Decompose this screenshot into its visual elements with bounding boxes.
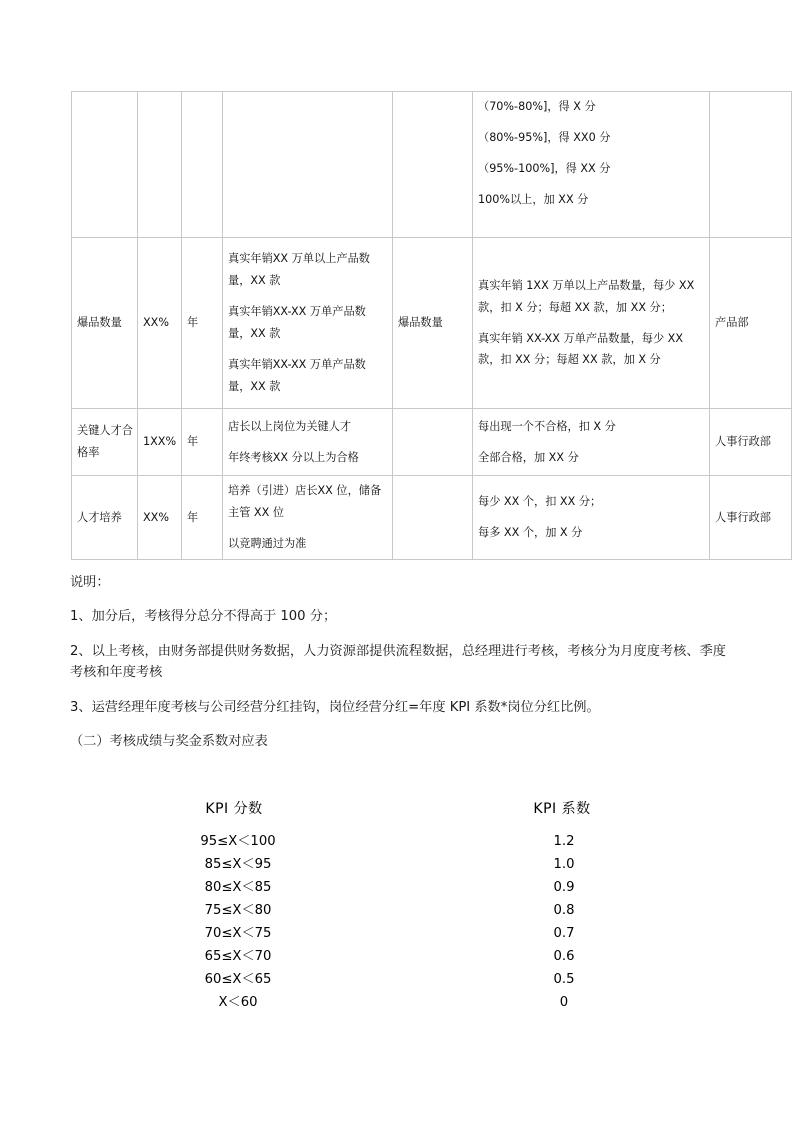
cell-coefficient-value: 0.5 <box>553 971 575 987</box>
cell-source-department: 产品部 <box>710 238 792 409</box>
cell-assessment-item <box>393 92 473 238</box>
cell-coefficient-value: 1.2 <box>553 834 575 849</box>
cell-coefficient-value: 0.8 <box>553 902 575 918</box>
coefficient-table <box>70 798 726 1015</box>
kpi-criteria-table <box>71 91 792 560</box>
scoring-rule-line: 全部合格，加 XX 分 <box>478 450 579 464</box>
coefficient-row <box>70 923 726 946</box>
cell-scoring-rule <box>473 238 710 409</box>
scoring-rule-line: 每多 XX 个，加 X 分 <box>478 526 583 539</box>
scoring-rule-line: （80%-95%]，得 XX0 分 <box>478 130 611 144</box>
definition-line: 以竞聘通过为准 <box>228 536 307 550</box>
scoring-rule-line: 真实年销 XX-XX 万单产品数量，每少 XX 款，扣 XX 分；每超 XX 款，加 X 分 <box>478 331 684 367</box>
cell-coefficient-value: 0.9 <box>553 879 575 895</box>
cell-coefficient-value: 1.0 <box>553 856 575 872</box>
coefficient-row <box>70 831 726 854</box>
cell-assessment-item <box>393 476 473 560</box>
cell-score-range: 65≤X＜70 <box>204 948 272 964</box>
header-kpi-coefficient: KPI 系数 <box>533 801 591 817</box>
coefficient-row <box>70 969 726 992</box>
cell-weight: 1XX% <box>138 409 182 476</box>
cell-coefficient-value: 0.7 <box>553 925 575 941</box>
scoring-rule-line: （95%-100%]，得 XX 分 <box>478 161 611 175</box>
cell-definition <box>223 476 393 560</box>
cell-score-range: 80≤X＜85 <box>204 879 272 895</box>
scoring-rule-line: 每出现一个不合格，扣 X 分 <box>478 419 616 433</box>
table-row <box>72 476 792 560</box>
scoring-rule-line: 真实年销 1XX 万单以上产品数量，每少 XX 款，扣 X 分；每超 XX 款，加 XX 分； <box>478 278 695 314</box>
cell-assessment-item <box>393 409 473 476</box>
section-title-bonus-coefficient: （二）考核成绩与奖金系数对应表 <box>70 733 268 749</box>
table-row <box>72 238 792 409</box>
cell-source-department: 人事行政部 <box>710 476 792 560</box>
scoring-rule-line: 每少 XX 个，扣 XX 分； <box>478 495 602 509</box>
cell-indicator-name: 爆品数量 <box>72 238 138 409</box>
cell-score-range: 60≤X＜65 <box>204 971 272 987</box>
definition-line: 真实年销XX 万单以上产品数量，XX 款 <box>228 252 370 288</box>
definition-line: 真实年销XX-XX 万单产品数量，XX 款 <box>228 357 366 393</box>
cell-scoring-rule <box>473 92 710 238</box>
cell-coefficient-value: 0.6 <box>553 948 575 964</box>
cell-scoring-rule <box>473 476 710 560</box>
cell-indicator-name: 关键人才合格率 <box>72 409 138 476</box>
cell-source-department <box>710 92 792 238</box>
cell-coefficient-value: 0 <box>559 994 569 1010</box>
cell-weight: XX% <box>138 476 182 560</box>
cell-score-range: 85≤X＜95 <box>204 856 272 872</box>
cell-indicator-name <box>72 92 138 238</box>
definition-line: 年终考核XX 分以上为合格 <box>228 450 359 464</box>
coefficient-row <box>70 854 726 877</box>
table-row <box>72 409 792 476</box>
coefficient-row <box>70 992 726 1015</box>
definition-line: 店长以上岗位为关键人才 <box>228 419 352 433</box>
cell-indicator-name: 人才培养 <box>72 476 138 560</box>
cell-definition <box>223 92 393 238</box>
coefficient-row <box>70 946 726 969</box>
cell-cycle: 年 <box>182 476 223 560</box>
cell-definition <box>223 238 393 409</box>
cell-weight: XX% <box>138 238 182 409</box>
coefficient-row <box>70 877 726 900</box>
cell-score-range: 70≤X＜75 <box>204 925 272 941</box>
coefficient-table-header <box>70 798 726 818</box>
cell-score-range: X＜60 <box>218 994 258 1010</box>
cell-source-department: 人事行政部 <box>710 409 792 476</box>
scoring-rule-line: （70%-80%]，得 X 分 <box>478 100 596 113</box>
note-item-1: 1、加分后，考核得分总分不得高于 100 分； <box>70 609 337 625</box>
cell-score-range: 95≤X＜100 <box>200 834 276 849</box>
coefficient-row <box>70 900 726 923</box>
cell-definition <box>223 409 393 476</box>
definition-line: 培养（引进）店长XX 位，储备主管 XX 位 <box>228 484 382 520</box>
table-row <box>72 92 792 238</box>
note-item-2: 2、以上考核，由财务部提供财务数据，人力资源部提供流程数据，总经理进行考核，考核分为月度度考核、季度考核和年度考核 <box>70 643 726 681</box>
header-kpi-score: KPI 分数 <box>205 801 263 817</box>
cell-score-range: 75≤X＜80 <box>204 902 272 918</box>
notes-heading: 说明： <box>70 575 110 590</box>
definition-line: 真实年销XX-XX 万单产品数量，XX 款 <box>228 305 366 340</box>
cell-weight <box>138 92 182 238</box>
cell-cycle <box>182 92 223 238</box>
cell-cycle: 年 <box>182 238 223 409</box>
note-item-3: 3、运营经理年度考核与公司经营分红挂钩，岗位经营分红=年度 KPI 系数*岗位分红比例。 <box>70 699 600 715</box>
scoring-rule-line: 100%以上，加 XX 分 <box>478 192 589 206</box>
cell-assessment-item: 爆品数量 <box>393 238 473 409</box>
cell-scoring-rule <box>473 409 710 476</box>
cell-cycle: 年 <box>182 409 223 476</box>
notes-section <box>70 572 726 765</box>
